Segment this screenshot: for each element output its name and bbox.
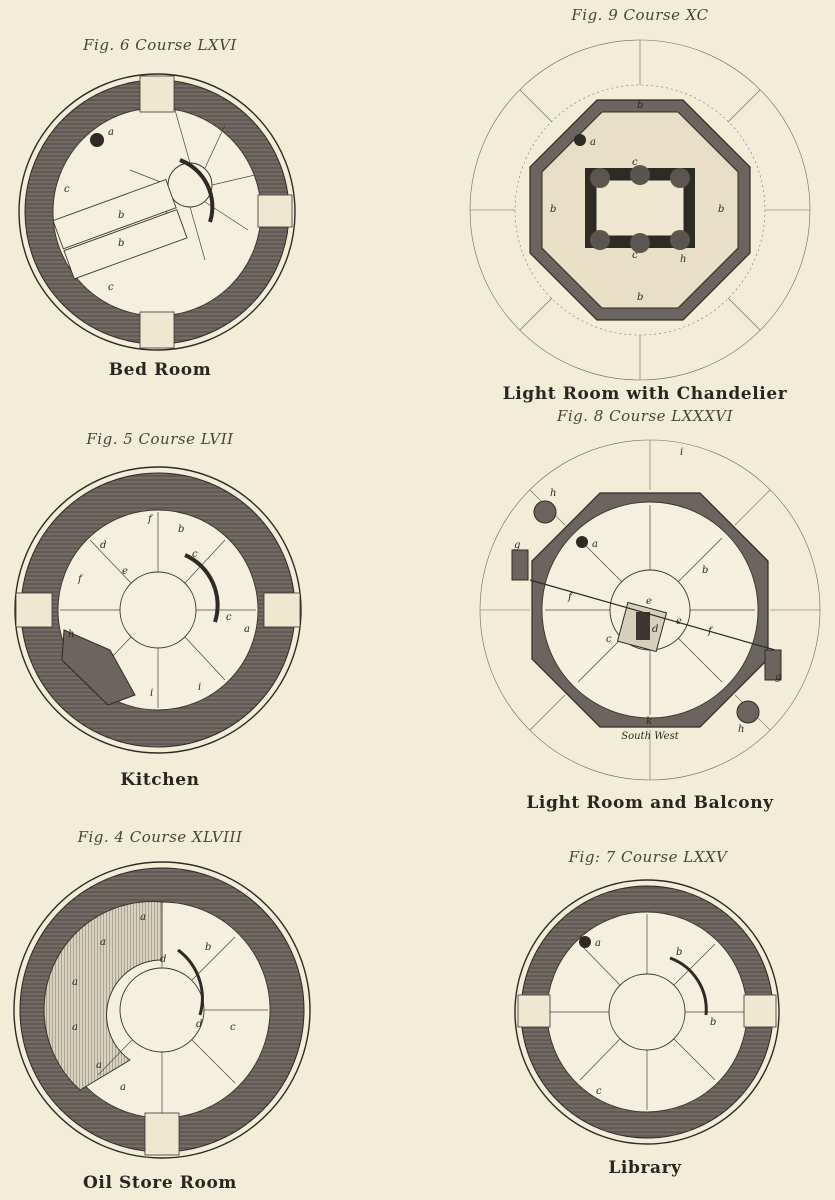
room-caption: Oil Store Room [83, 1173, 237, 1193]
label: f [148, 514, 152, 525]
label: h [680, 254, 687, 265]
figure-bed-room [19, 36, 295, 380]
orientation-note: South West [621, 731, 679, 742]
label: c [230, 1022, 236, 1033]
figure-kitchen [15, 430, 301, 790]
figure-heading: Fig. 8 Course LXXXVI [556, 407, 734, 425]
label: h [550, 488, 557, 499]
label: c [226, 612, 232, 623]
door-top [140, 76, 174, 112]
figure-oil-store-room [14, 828, 310, 1193]
figure-heading: Fig: 7 Course LXXV [568, 848, 728, 866]
label: b [676, 947, 683, 958]
label: a [592, 539, 598, 550]
label: e [676, 616, 682, 627]
window-right [744, 995, 776, 1027]
label: a [100, 937, 106, 948]
label: f [708, 626, 712, 637]
label: f [568, 592, 572, 603]
window-right [264, 593, 300, 627]
label: b [205, 942, 212, 953]
figure-heading: Fig. 9 Course XC [571, 6, 709, 24]
label: a [72, 977, 78, 988]
label: b [702, 565, 709, 576]
lamp-h-bottom [737, 701, 759, 723]
window-left [16, 593, 52, 627]
label: b [118, 238, 125, 249]
label: b [637, 100, 644, 111]
label: c [606, 634, 612, 645]
label: b [118, 210, 125, 221]
stove-a [90, 133, 104, 147]
room-caption: Library [608, 1158, 682, 1178]
label: b [718, 204, 725, 215]
label: b [637, 292, 644, 303]
label: h [738, 724, 745, 735]
label: c [192, 549, 198, 560]
room-caption: Light Room and Balcony [526, 793, 774, 813]
label: b [550, 204, 557, 215]
label: d [196, 1019, 203, 1030]
figure-light-room-balcony [480, 407, 820, 813]
label: c [632, 157, 638, 168]
label: a [590, 137, 596, 148]
label: h [68, 629, 75, 640]
label: d [652, 624, 659, 635]
label: i [198, 682, 202, 693]
stair-newel [609, 974, 685, 1050]
figure-heading: Fig. 5 Course LVII [86, 430, 234, 448]
label: i [680, 447, 684, 458]
label: g [775, 672, 782, 683]
label: a [72, 1022, 78, 1033]
figure-heading: Fig. 6 Course LXVI [83, 36, 237, 54]
door-bottom [145, 1113, 179, 1155]
label: b [710, 1017, 717, 1028]
stair-newel [120, 572, 196, 648]
room-caption: Bed Room [108, 360, 212, 380]
label: d [100, 540, 107, 551]
crane-g-left [512, 550, 528, 580]
stove-a [574, 134, 586, 146]
label: c [632, 250, 638, 261]
label: c [596, 1086, 602, 1097]
label: a [108, 127, 114, 138]
chandelier-grid [596, 180, 684, 236]
label: a [595, 938, 601, 949]
label: g [514, 540, 521, 551]
stove-a [576, 536, 588, 548]
label: f [78, 574, 82, 585]
lamp-h-top [534, 501, 556, 523]
label: c [108, 282, 114, 293]
label: a [244, 624, 250, 635]
stove-a [579, 936, 591, 948]
label: i [150, 688, 154, 699]
label: e [122, 566, 128, 577]
lamp-d [636, 612, 650, 640]
label: a [120, 1082, 126, 1093]
figure-heading: Fig. 4 Course XLVIII [77, 828, 243, 846]
label: d [160, 954, 167, 965]
figure-light-room-chandelier [470, 6, 810, 404]
room-caption: Kitchen [120, 770, 200, 790]
label: c [64, 184, 70, 195]
room-caption: Light Room with Chandelier [502, 384, 788, 404]
label: k [646, 716, 653, 727]
label: b [178, 524, 185, 535]
label: a [140, 912, 146, 923]
label: a [96, 1060, 102, 1071]
label: e [646, 596, 652, 607]
stair-newel [120, 968, 204, 1052]
figure-library [515, 848, 779, 1178]
door-bottom [140, 312, 174, 348]
window-right [258, 195, 292, 227]
window-left [518, 995, 550, 1027]
